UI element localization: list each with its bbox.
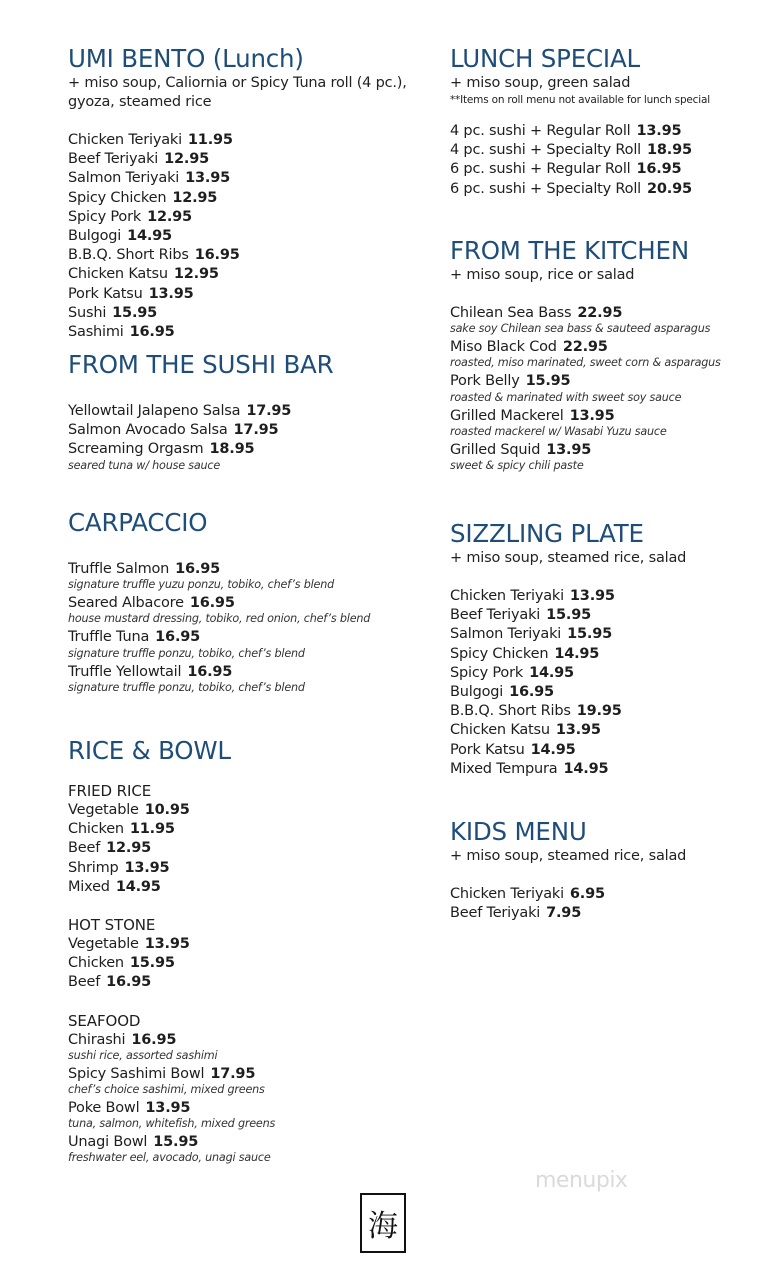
item-price: 13.95 [546,441,592,458]
item-name: Chicken Katsu [450,722,550,739]
section-title: KIDS MENU [450,817,587,846]
right-column [450,44,765,923]
item-price: 14.95 [529,664,574,681]
item-name: Vegetable [68,936,139,953]
section-title: FROM THE SUSHI BAR [68,350,334,379]
item-list [68,782,438,1166]
item-name: Vegetable [68,802,139,818]
item-name: Pork Katsu [450,741,525,758]
item-price: 14.95 [127,228,172,245]
item-price: 15.95 [112,304,158,321]
section-subtitle: + miso soup, steamed rice, salad [450,848,687,864]
menu-item [68,859,438,878]
menu-item [68,820,438,839]
item-price: 12.95 [173,266,219,283]
item-price: 15.95 [546,607,591,624]
item-price: 16.95 [509,684,554,701]
item-name: Spicy Pork [68,208,142,225]
item-description: seared tuna w/ house sauce [68,458,221,472]
item-description: signature truffle ponzu, tobiko, chef’s blend [68,680,305,694]
item-name: Chicken [68,821,124,838]
item-price: 16.95 [129,324,175,341]
item-price: 16.95 [194,247,240,264]
menu-item [450,645,765,664]
item-name: Miso Black Cod [450,339,557,356]
item-price: 13.95 [145,1100,191,1117]
item-name: B.B.Q. Short Ribs [450,703,571,720]
item-price: 14.95 [554,645,600,662]
item-name: Bulgogi [450,684,504,701]
menu-item [68,839,438,858]
menu-item [450,885,765,904]
item-price: 14.95 [530,741,576,758]
item-name: Grilled Squid [450,441,541,458]
item-list [68,131,438,342]
item-name: Beef Teriyaki [68,151,159,168]
watermark: menupix [535,1168,628,1193]
item-name: Shrimp [68,859,119,876]
item-description: roasted & marinated with sweet soy sauce [450,390,682,404]
section-lunch-special [450,44,765,236]
section-subtitle: + miso soup, green salad [450,75,631,91]
menu-item [450,760,765,779]
item-list [450,885,765,923]
item-name: Salmon Teriyaki [68,170,180,187]
item-price: 22.95 [577,305,623,321]
item-name: 6 pc. sushi + Specialty Roll [450,180,641,197]
subsection-hot-stone [68,916,438,993]
section-title: SIZZLING PLATE [450,519,644,548]
item-description: sake soy Chilean sea bass & sauteed asparagus [450,322,711,336]
item-name: Truffle Yellowtail [68,663,182,680]
menu-item [450,180,765,199]
item-price: 16.95 [175,561,221,577]
item-price: 22.95 [562,339,608,356]
section-subtitle: + miso soup, rice or salad [450,267,635,283]
item-name: Sushi [68,304,107,321]
menu-item [68,285,438,304]
item-name: Spicy Chicken [68,189,167,206]
item-name: Beef [68,974,101,991]
item-name: 4 pc. sushi + Regular Roll [450,123,631,139]
item-price: 16.95 [131,1031,177,1048]
menu-item [450,122,765,141]
item-price: 13.95 [555,722,601,739]
item-name: Truffle Salmon [68,561,170,577]
menu-item [68,150,438,169]
menu-item [450,160,765,179]
item-price: 15.95 [567,626,612,643]
item-name: Beef [68,840,101,857]
item-price: 13.95 [185,170,230,187]
item-price: 10.95 [144,802,190,818]
menu-item [68,402,438,421]
item-name: Chicken [68,955,124,972]
section-note: **Items on roll menu not available for lunch special [450,94,710,106]
item-price: 15.95 [525,373,571,390]
section-subtitle: + miso soup, steamed rice, salad [450,550,687,566]
item-price: 11.95 [129,821,175,838]
item-name: Spicy Pork [450,664,524,681]
item-price: 13.95 [124,859,170,876]
item-name: Chirashi [68,1031,126,1048]
section-subtitle: gyoza, steamed rice [68,94,212,110]
section-carpaccio [68,508,438,736]
item-price: 7.95 [546,905,582,922]
item-description: signature truffle ponzu, tobiko, chef’s blend [68,646,305,660]
section-kitchen [450,236,765,519]
subsection-fried-rice [68,782,438,897]
menu-item [68,323,438,342]
section-title: LUNCH SPECIAL [450,44,640,73]
item-name: 6 pc. sushi + Regular Roll [450,161,631,178]
subsection-heading: SEAFOOD [68,1011,141,1030]
menu-item [450,587,765,606]
menu-item [450,141,765,160]
item-price: 12.95 [172,189,218,206]
item-list [450,587,765,779]
item-description: sweet & spicy chili paste [450,459,584,473]
menu-item [450,664,765,683]
item-price: 18.95 [209,441,255,458]
item-price: 14.95 [563,760,609,777]
item-name: Yellowtail Jalapeno Salsa [68,403,241,419]
item-name: Mixed [68,878,110,895]
item-description: signature truffle yuzu ponzu, tobiko, chef’s blend [68,578,335,592]
item-price: 16.95 [189,595,235,612]
item-price: 13.95 [569,588,615,604]
item-name: 4 pc. sushi + Specialty Roll [450,142,641,159]
menu-item [450,904,765,923]
subsection-heading: FRIED RICE [68,782,152,800]
section-subtitle: + miso soup, Caliornia or Spicy Tuna roll (4 pc.), [68,75,407,91]
item-list [450,304,765,474]
logo-glyph: 海 [368,1209,398,1244]
item-name: Screaming Orgasm [68,441,204,458]
item-price: 15.95 [129,955,175,972]
menu-item [68,169,438,188]
item-price: 16.95 [155,629,201,646]
menu-item [68,878,438,897]
item-price: 16.95 [636,161,682,178]
item-name: Spicy Sashimi Bowl [68,1065,205,1082]
section-rice-bowl [68,736,438,1166]
menu-item [68,131,438,150]
item-price: 12.95 [147,208,192,225]
section-title: CARPACCIO [68,508,208,537]
item-name: Chicken Teriyaki [68,132,182,148]
item-price: 19.95 [576,703,622,720]
subsection-seafood [68,1012,438,1167]
item-description: freshwater eel, avocado, unagi sauce [68,1151,271,1165]
item-price: 20.95 [647,180,692,197]
item-price: 6.95 [569,886,605,902]
item-list [450,122,765,199]
section-sushi-bar [68,350,438,508]
menu-item [68,954,438,973]
item-name: Seared Albacore [68,595,184,612]
item-name: Spicy Chicken [450,645,549,662]
item-price: 11.95 [187,132,233,148]
menu-item [68,935,438,954]
menu-item [450,606,765,625]
item-name: Chicken Teriyaki [450,886,564,902]
menu-item [68,246,438,265]
item-name: Beef Teriyaki [450,905,541,922]
menu-item [68,265,438,284]
item-name: Pork Katsu [68,285,143,302]
item-price: 13.95 [148,285,194,302]
item-name: Truffle Tuna [68,629,150,646]
item-price: 12.95 [106,840,151,857]
item-price: 17.95 [210,1065,256,1082]
menu-item [68,421,438,440]
section-title: UMI BENTO (Lunch) [68,44,304,73]
item-description: house mustard dressing, tobiko, red onion, chef’s blend [68,612,371,626]
section-umi-bento [68,44,438,350]
item-name: Poke Bowl [68,1100,140,1117]
item-price: 13.95 [569,407,615,424]
item-description: chef’s choice sashimi, mixed greens [68,1083,265,1097]
menu-item [450,741,765,760]
item-name: Chicken Teriyaki [450,588,564,604]
item-price: 15.95 [153,1134,199,1151]
item-price: 18.95 [647,142,692,159]
item-price: 13.95 [144,936,190,953]
section-title: FROM THE KITCHEN [450,236,689,265]
logo-icon [360,1193,406,1253]
menu-item [68,208,438,227]
item-name: Salmon Teriyaki [450,626,562,643]
menu-item [68,227,438,246]
menu-item [450,683,765,702]
item-description: roasted, miso marinated, sweet corn & asparagus [450,356,721,370]
item-price: 16.95 [106,974,151,991]
subsection-heading: HOT STONE [68,916,156,935]
menu-item [450,625,765,644]
item-price: 16.95 [187,663,233,680]
item-name: Mixed Tempura [450,760,558,777]
item-price: 13.95 [636,123,682,139]
section-title: RICE & BOWL [68,736,231,765]
menu-item [68,973,438,992]
item-price: 17.95 [246,403,292,419]
item-name: Grilled Mackerel [450,407,564,424]
item-price: 14.95 [115,878,161,895]
item-name: Sashimi [68,324,124,341]
item-name: Bulgogi [68,228,122,245]
item-name: Pork Belly [450,373,520,390]
item-list [68,560,438,696]
menu-item [68,189,438,208]
item-name: Chilean Sea Bass [450,305,572,321]
item-description: tuna, salmon, whitefish, mixed greens [68,1117,276,1131]
item-name: Beef Teriyaki [450,607,541,624]
item-name: Chicken Katsu [68,266,168,283]
item-description: sushi rice, assorted sashimi [68,1048,218,1062]
menu-item [68,801,438,820]
item-name: Unagi Bowl [68,1134,148,1151]
item-name: Salmon Avocado Salsa [68,422,228,439]
item-list [68,402,438,474]
item-description: roasted mackerel w/ Wasabi Yuzu sauce [450,424,667,438]
item-price: 17.95 [233,422,279,439]
menu-item [68,304,438,323]
menu-item [450,702,765,721]
item-name: B.B.Q. Short Ribs [68,247,189,264]
section-kids-menu [450,817,765,923]
left-column [68,44,438,1185]
menu-item [450,721,765,740]
section-sizzling-plate [450,519,765,817]
item-price: 12.95 [164,151,209,168]
